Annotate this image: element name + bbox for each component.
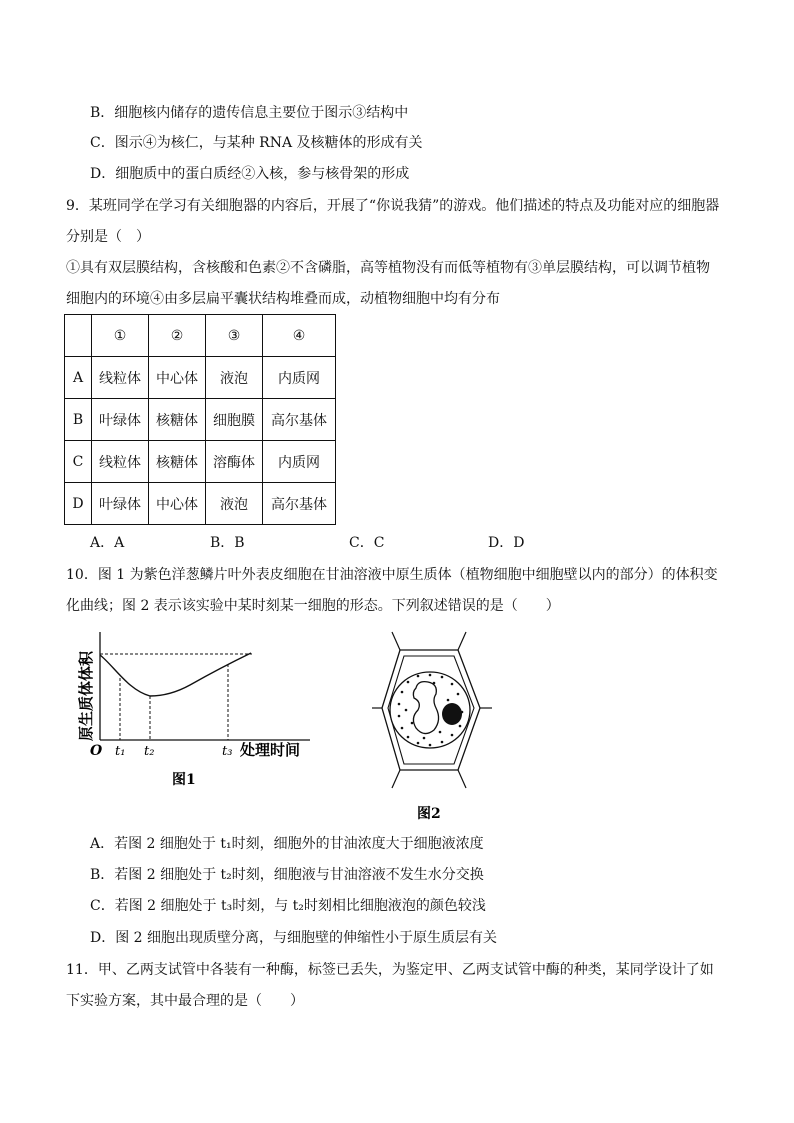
- table-cell: 叶绿体: [92, 483, 149, 525]
- table-cell: 内质网: [263, 441, 336, 483]
- q9-choice-a: A．A: [90, 535, 125, 551]
- figure-1-volume-curve: [70, 628, 320, 793]
- table-row: [65, 357, 336, 399]
- q8-option-d: D．细胞质中的蛋白质经②入核，参与核骨架的形成: [90, 166, 410, 182]
- q9-desc-line2: 细胞内的环境④由多层扁平囊状结构堆叠而成，动植物细胞中均有分布: [66, 291, 500, 307]
- table-cell: 叶绿体: [92, 399, 149, 441]
- table-row: [65, 399, 336, 441]
- fig1-origin-label: O: [90, 743, 103, 759]
- table-cell: 中心体: [149, 357, 206, 399]
- q9-stem-line2: 分别是（ ）: [66, 229, 150, 245]
- q10-stem-line2: 化曲线；图 2 表示该实验中某时刻某一细胞的形态。下列叙述错误的是（ ）: [66, 598, 560, 614]
- q9-choice-b: B．B: [210, 535, 245, 551]
- figure-2-plant-cell: [372, 628, 492, 828]
- table-cell: ①: [92, 315, 149, 357]
- fig1-tick-t1: t₁: [115, 744, 126, 759]
- fig2-caption: 图2: [417, 806, 441, 822]
- table-cell: 中心体: [149, 483, 206, 525]
- table-cell: 核糖体: [149, 399, 206, 441]
- wall-extension: [392, 770, 400, 788]
- wall-extension: [392, 632, 400, 650]
- q10-option-a: A．若图 2 细胞处于 t₁时刻，细胞外的甘油浓度大于细胞液浓度: [90, 836, 484, 852]
- fig1-x-axis-label: 处理时间: [240, 741, 301, 759]
- table-cell: ④: [263, 315, 336, 357]
- wall-extension: [458, 632, 466, 650]
- fig1-tick-t3: t₃: [222, 744, 233, 759]
- table-row: [65, 483, 336, 525]
- table-cell: 液泡: [206, 357, 263, 399]
- q9-choice-d: D．D: [488, 535, 525, 551]
- table-cell: B: [65, 399, 92, 441]
- q10-option-b: B．若图 2 细胞处于 t₂时刻，细胞液与甘油溶液不发生水分交换: [90, 867, 484, 883]
- fig1-volume-curve-line: [100, 655, 155, 699]
- q9-option-table: [64, 314, 336, 525]
- table-header-row: [65, 315, 336, 357]
- fig1-caption: 图1: [172, 772, 196, 788]
- fig1-tick-t2: t₂: [144, 744, 155, 759]
- table-row: [65, 441, 336, 483]
- q11-stem-line2: 下实验方案，其中最合理的是（ ）: [66, 993, 304, 1009]
- table-cell: 线粒体: [92, 441, 149, 483]
- wall-extension: [458, 770, 466, 788]
- q9-desc-line1: ①具有双层膜结构，含核酸和色素②不含磷脂，高等植物没有而低等植物有③单层膜结构，可以调节植物: [66, 260, 710, 276]
- table-cell: [65, 315, 92, 357]
- q8-option-c: C．图示④为核仁，与某种 RNA 及核糖体的形成有关: [90, 135, 423, 151]
- nucleus: [442, 703, 462, 725]
- q9-stem-line1: 9．某班同学在学习有关细胞器的内容后，开展了“你说我猜”的游戏。他们描述的特点及功能对应的细胞器: [66, 198, 720, 214]
- table-cell: C: [65, 441, 92, 483]
- table-cell: 细胞膜: [206, 399, 263, 441]
- q8-option-b: B．细胞核内储存的遗传信息主要位于图示③结构中: [90, 105, 409, 121]
- q10-option-c: C．若图 2 细胞处于 t₃时刻，与 t₂时刻相比细胞液泡的颜色较浅: [90, 898, 486, 914]
- table-cell: 内质网: [263, 357, 336, 399]
- table-cell: D: [65, 483, 92, 525]
- table-cell: 高尔基体: [263, 399, 336, 441]
- table-cell: ②: [149, 315, 206, 357]
- q11-stem-line1: 11．甲、乙两支试管中各装有一种酶，标签已丢失，为鉴定甲、乙两支试管中酶的种类，某同学设计了如: [66, 962, 714, 978]
- table-cell: 液泡: [206, 483, 263, 525]
- table-cell: 高尔基体: [263, 483, 336, 525]
- table-cell: 核糖体: [149, 441, 206, 483]
- fig1-y-axis-label: 原生质体体积: [77, 650, 95, 742]
- q10-stem-line1: 10．图 1 为紫色洋葱鳞片叶外表皮细胞在甘油溶液中原生质体（植物细胞中细胞壁以内的部分）的体积变: [66, 567, 718, 583]
- table-cell: 溶酶体: [206, 441, 263, 483]
- q9-choice-c: C．C: [349, 535, 385, 551]
- table-cell: ③: [206, 315, 263, 357]
- table-cell: A: [65, 357, 92, 399]
- q10-option-d: D．图 2 细胞出现质壁分离，与细胞壁的伸缩性小于原生质层有关: [90, 930, 498, 946]
- table-cell: 线粒体: [92, 357, 149, 399]
